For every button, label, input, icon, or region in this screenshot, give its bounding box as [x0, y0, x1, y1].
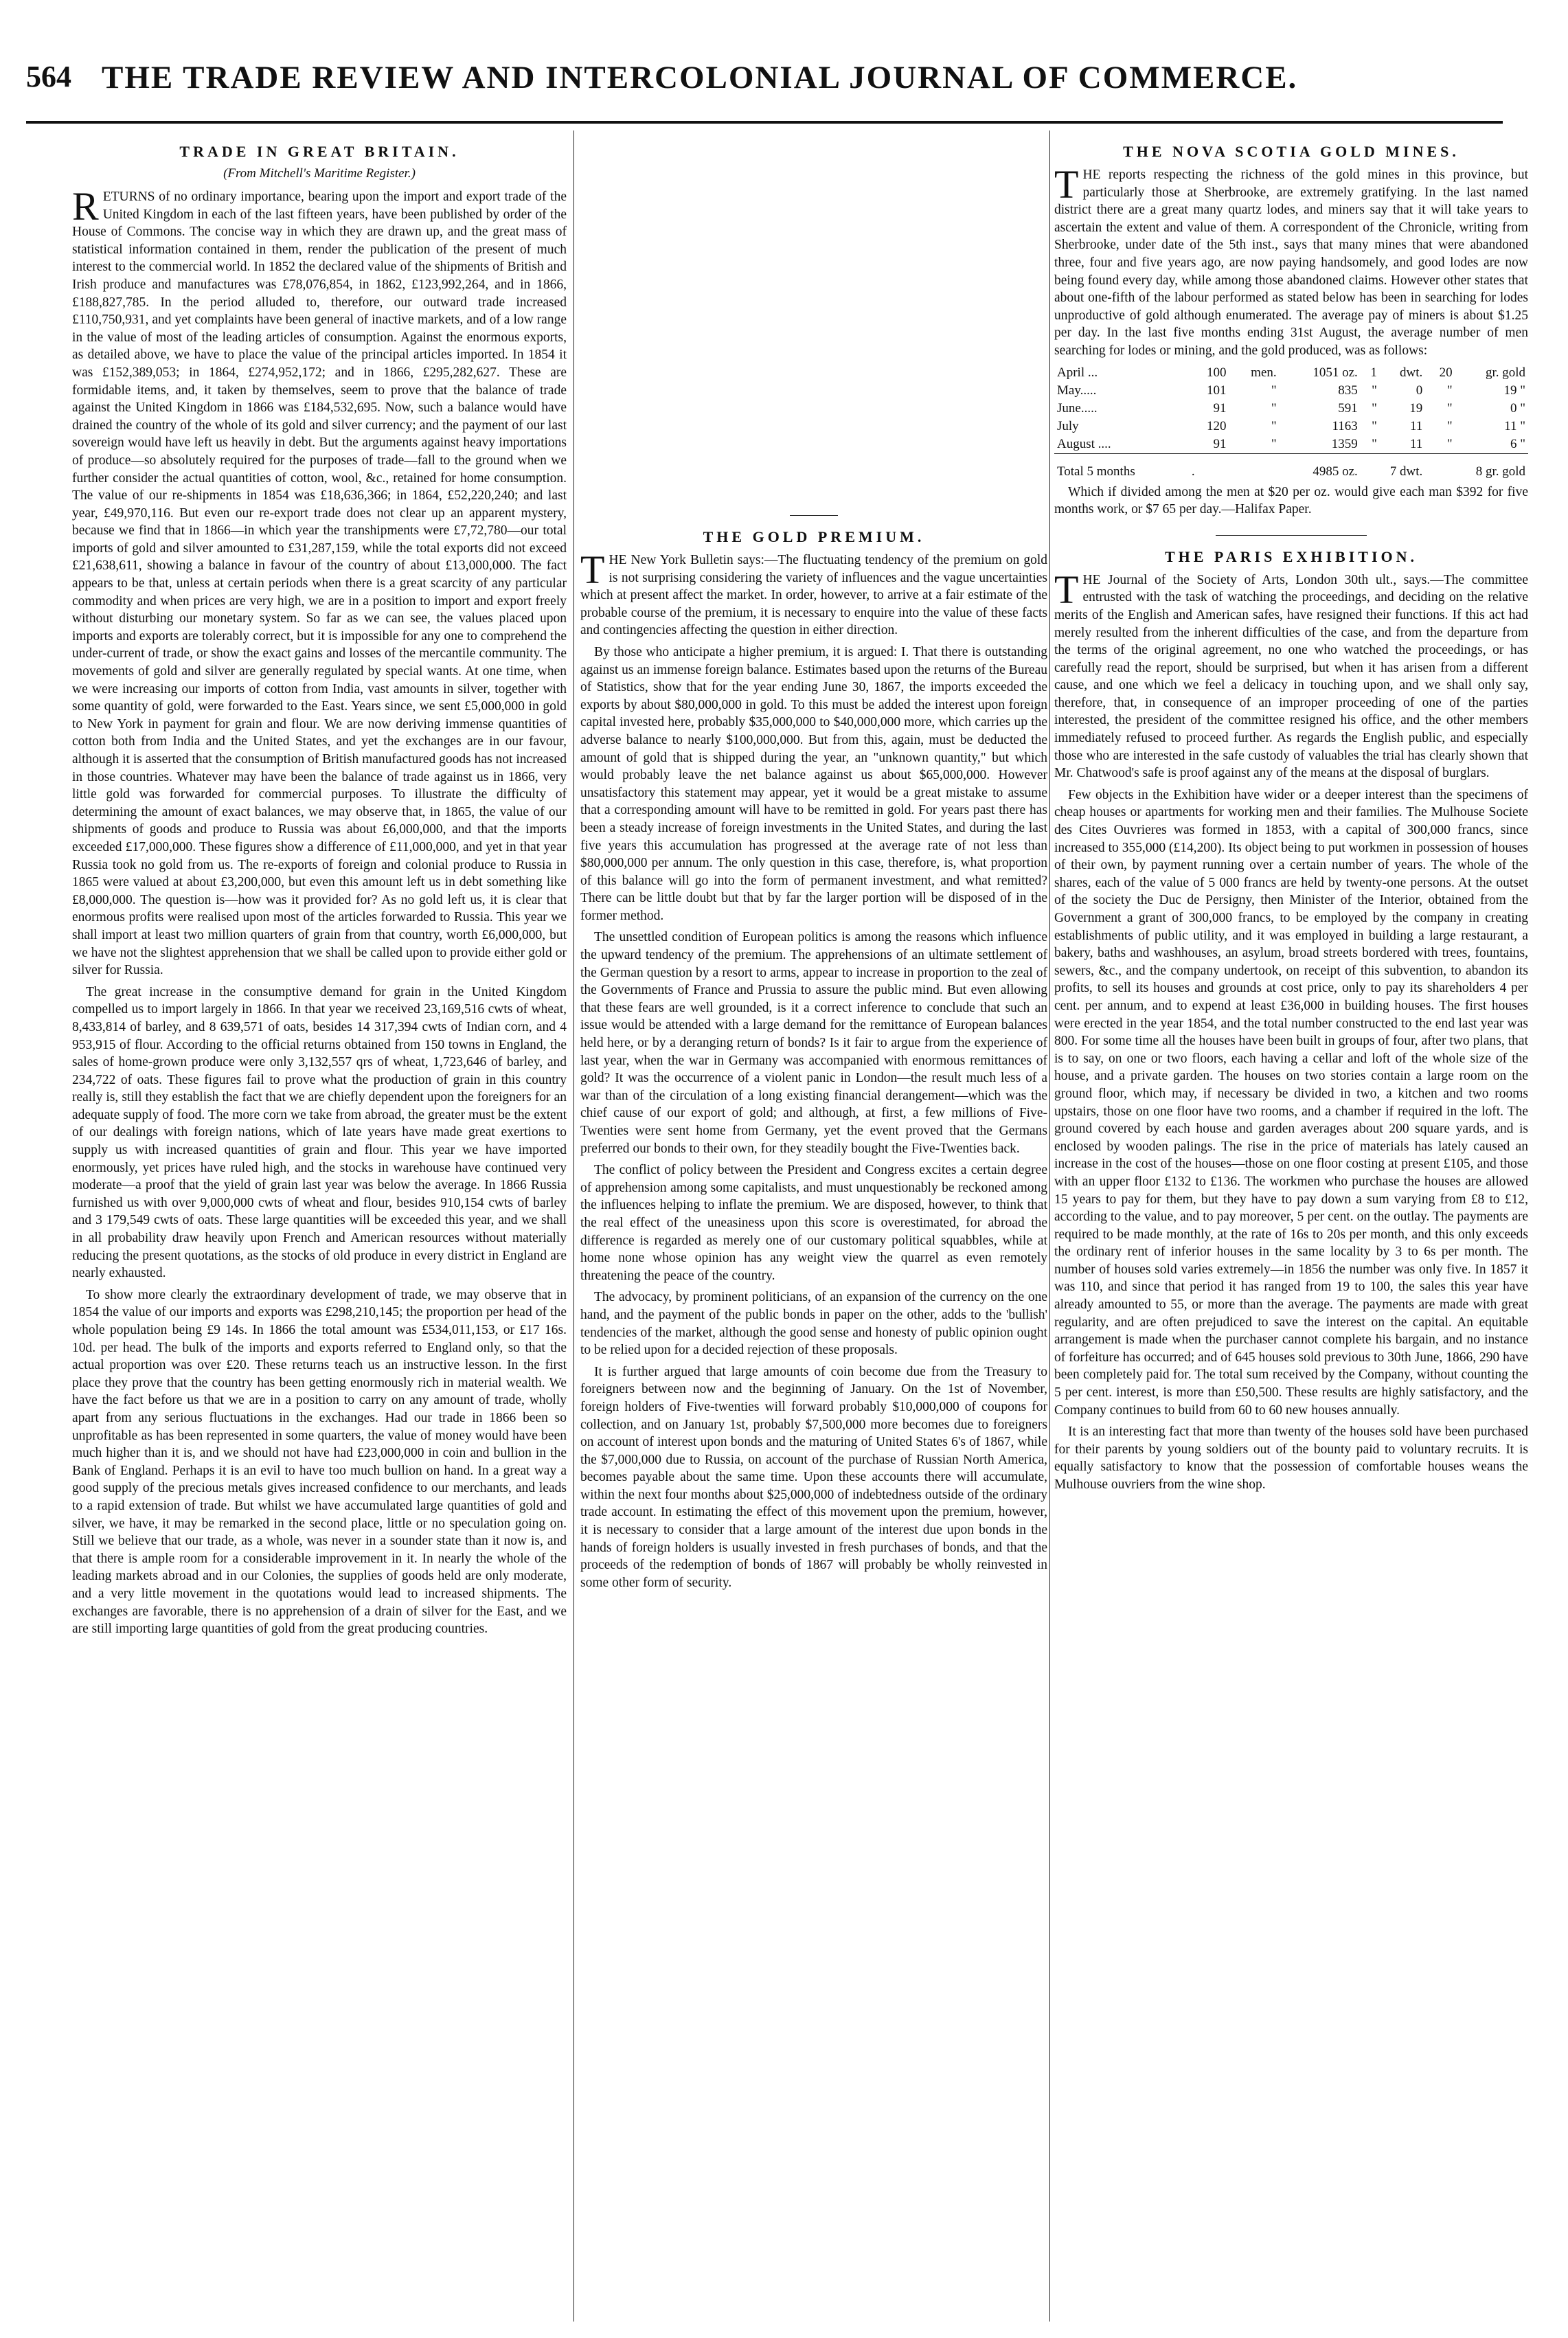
paragraph: The advocacy, by prominent politicians, of an expansion of the currency on the one hand, and the payment of the public bonds in paper on the other, adds to the 'bullish' tendencies of the market, although the good sense and honesty of public opinion ought to be relied upon for a decided rejection of these proposals. — [580, 1290, 1047, 1358]
article-body-gold-premium — [580, 547, 1047, 1591]
column-1 — [72, 130, 567, 2328]
paragraph: It is further argued that large amounts of coin become due from the Treasury to foreigners between now and the beginning of January. On the 1st of November, foreign holders of Five-twenties will forward probably $10,000,000 of coupons for collection, and on January 1st, probably $7,500,000 more becomes due to foreigners on account of interest upon bonds and the maturing of United States 6's of 1867, while the $7,000,000 due to Russia, on account of the purchase of Russian North America, becomes payable about the same time. Upon these accounts there will accumulate, within the next four months about $25,000,000 of indebtedness outside of the ordinary trade account. In estimating the effect of this movement upon the premium, however, it is necessary to consider that a large amount of the interest due upon bonds in the hands of foreign holders is usually invested in fresh purchases of bonds, and that the proceeds of the redemption of bonds of 1867 will probably be wholly reinvested in some other form of security. — [580, 1364, 1047, 1590]
table-cell: " — [1446, 436, 1453, 451]
table-cell: 835 — [1338, 383, 1358, 398]
table-total-row — [1054, 453, 1528, 481]
table-cell: " — [1372, 383, 1377, 398]
table-cell: " — [1271, 418, 1277, 433]
table-cell: " — [1271, 383, 1277, 398]
table-cell: July — [1057, 418, 1079, 433]
table-cell: 8 gr. gold — [1425, 453, 1528, 481]
table-row — [1054, 435, 1528, 454]
table-cell: 101 — [1207, 383, 1227, 398]
table-cell: 20 — [1439, 365, 1453, 380]
paragraph-text: HE Journal of the Society of Arts, London 30th ult., says.—The committee entrusted with the task of watching the proceedings, and deciding on the relative merits of the English and American safes, have resigned their functions. If this act had merely resulted from the inherent difficulties of the case, and from the departure from the terms of the original agreement, no one who watched the proceedings, or has carefully read the report, should be surprised, but when it has arisen from a different cause, and one which we feel a delicacy in touching upon, and we shall only say, therefore, that, in consequence of an improper proceeding of one of the parties interested, the president of the committee resigned his office, and the other members immediately refused to proceed further. As regards the English public, and especially those who are interested in the safe custody of valuables the trial has clearly shown that Mr. Chatwood's safe is proof against any of the means at the disposal of burglars. — [1054, 572, 1528, 781]
table-cell: 91 — [1213, 436, 1227, 451]
paragraph: The unsettled condition of European politics is among the reasons which influence the upward tendency of the premium. The apprehensions of an ultimate settlement of the German question by a resort to arms, appear to increase in proportion to the zeal of the Governments of France and Prussia to assure the public mind. But even allowing that these fears are well grounded, is it a correct inference to conclude that such an issue would be attended with a large demand for the remittance of European balances held here, or by a deranging return of bonds? Is it fair to argue from the experience of last year, when the war in Germany was accompanied with enormous remittances of gold? It was the occurrence of a violent panic in London—the result much less of a war than of the circulation of a long existing financial derangement—which was the chief cause of our export of gold; and although, at first, a few millions of Five-Twenties were sent home from Germany, yet the event proved that the Germans preferred our bonds to their own, for they steadily bought the Five-Twenties back. — [580, 930, 1047, 1156]
table-cell: 6 " — [1510, 436, 1525, 451]
paragraph-text: HE reports respecting the richness of the gold mines in this province, but particularly those at Sherbrooke, are extremely gratifying. In the last named district there are a great many quartz lodes, and miners say that it will take years to ascertain the extent and value of them. A correspondent of the Chronicle, writing from Sherbrooke, under date of the 5th inst., says that many mines that were abandoned three, four and five years ago, are now paying handsomely, and good lodes are now being found every day, while among those abandoned claims. However other states that about one-fifth of the labour performed as stated below has been in searching for lodes unproductive of gold although enumerated. The average pay of miners is about $1.25 per day. In the last five months ending 31st August, the average number of men searching for lodes or mining, and the gold produced, was as follows: — [1054, 168, 1528, 358]
table-cell: 0 " — [1510, 400, 1525, 416]
table-cell: 0 — [1416, 383, 1423, 398]
paragraph-text: ETURNS of no ordinary importance, bearing upon the import and export trade of the United Kingdom in each of the last fifteen years, have been published by order of the House of Commons. The concise way in which they are drawn up, and the great mass of statistical information contained in them, render the publication of the present of much interest to the commercial world. In 1852 the declared value of the shipments of British and Irish produce and manufactures was £78,076,854, in 1862, £123,992,264, and in 1866, £188,827,785. In the period alluded to, therefore, our outward trade increased £110,750,931, and yet complaints have been general of inactive markets, and of a low range in the value of most of the leading articles of consumption. Against the enormous exports, as detailed above, we have to place the value of the principal articles imported. In 1854 it was £152,389,053; in 1864, £274,952,172; and in 1866, £295,282,627. These are formidable items, and, it taken by themselves, seem to prove that the balance of trade against the United Kingdom in 1866 was £184,532,695. Now, such a balance would have drained the country of the whole of its gold and silver currency; and the payment of our last sovereign would have left us heavily in debt. But the arguments against heavy importations of produce—so absolutely required for the purposes of trade—fall to the ground when we further consider the actual quantities of cotton, wool, &c., retained for home consumption. The value of our re-shipments in 1854 was £18,636,366; in 1864, £52,220,240; and last year, £49,970,116. But even our re-export trade does not clear up an apparent mystery, because we find that in 1866—in which year the transhipments were £7,72,780—our total imports of gold and silver amounted to £31,287,159, while the total exports did not exceed £21,638,611, showing a balance in favour of the country of about £13,000,000. The fact appears to be that, unless at certain periods when there is a great scarcity of any particular commodity and when prices are very high, we are in a position to import and export freely without disturbing our monetary system. So far as we can see, the values placed upon imports and exports are tolerably correct, but it is impossible for any one to comprehend the under-current of trade, or show the exact gains and losses of the mercantile community. The movements of gold and silver are generally regulated by special wants. At one time, when we were increasing our imports of cotton from India, vast amounts in silver, together with some quantity of gold, were forwarded to the East. Years since, we sent £5,000,000 in gold to New York in payment for grain and flour. We are now deriving immense quantities of cotton both from India and the United States, and yet the exchanges are in our favour, although it is asserted that the consumption of British manufactured goods has not increased in those countries. Whatever may have been the balance of trade against us in 1866, very little gold was forwarded for commercial purposes. To illustrate the difficulty of determining the amount of exact balances, we may observe that, in 1865, the value of our shipments of goods and produce to Russia was about £6,000,000, and that the imports exceeded £17,000,000. These figures show a difference of £11,000,000, and yet in that year Russia took no gold from us. The re-exports of foreign and colonial produce to Russia in 1865 were valued at about £3,200,000, but even this amount left us in debt something like £8,000,000. The question is—how was it provided for? As no gold left us, it is clear that enormous profits were realised upon most of the articles forwarded to Russia. This year we shall import at least two million quarters of grain from that country, worth £6,000,000, but we have not the slightest apprehension that we shall be called upon to provide either gold or silver for Russia. — [72, 190, 567, 978]
table-cell: 100 — [1207, 365, 1227, 380]
table-cell: April ... — [1057, 365, 1098, 380]
table-cell: men. — [1251, 365, 1277, 380]
article-title-nova-scotia: THE NOVA SCOTIA GOLD MINES. — [1123, 143, 1459, 160]
table-cell: 591 — [1338, 400, 1358, 416]
table-cell: May..... — [1057, 383, 1097, 398]
column-3 — [1054, 130, 1528, 2328]
drop-cap: R — [72, 184, 99, 229]
table-cell: 19 — [1409, 400, 1423, 416]
table-cell: 1051 oz. — [1313, 365, 1358, 380]
table-cell: " — [1446, 400, 1453, 416]
table-cell: 11 — [1409, 436, 1423, 451]
table-cell: dwt. — [1400, 365, 1423, 380]
column-divider — [573, 130, 574, 2322]
table-cell: 1 — [1370, 365, 1377, 380]
page-header — [26, 59, 1503, 118]
table-cell: " — [1271, 400, 1277, 416]
table-cell: " — [1372, 400, 1377, 416]
paragraph: The great increase in the consumptive demand for grain in the United Kingdom compelled us to import largely in 1866. In that year we received 23,169,516 cwts of wheat, 8,433,814 of barley, and 8 639,571 of oats, besides 14 317,394 cwts of Indian corn, and 4 953,915 of flour. According to the official returns obtained from 150 towns in England, the sales of home-grown produce were only 3,132,557 qrs of wheat, 1,723,646 of barley, and 234,722 of oats. These figures fail to prove what the production of grain in this country really is, still they establish the fact that we are chiefly dependent upon the foreigners for an adequate supply of food. The more corn we take from abroad, the greater must be the extent of our dealings with foreign nations, which of late years have made great exertions to supply us with increased quantities of grain and flour. This year we have imported enormously, yet prices have ruled high, and the stocks in warehouse have continued very moderate—a proof that the yield of grain last year was below the average. In 1866 Russia furnished us with over 9,000,000 cwts of wheat and flour, besides 910,154 cwts of barley and 3 179,549 cwts of oats. These large quantities will be exceeded this year, and we shall in all probability draw heavily upon French and American resources without materially reducing the present quotations, as the stocks of old produce in every district in England are nearly exhausted. — [72, 984, 567, 1281]
table-row — [1054, 382, 1528, 400]
table-row — [1054, 364, 1528, 382]
table-cell: Total 5 months — [1054, 453, 1189, 481]
table-cell: " — [1446, 418, 1453, 433]
article-source: (From Mitchell's Maritime Register.) — [223, 166, 416, 181]
header-rule — [26, 121, 1503, 124]
table-cell: 1359 — [1331, 436, 1358, 451]
paragraph — [580, 547, 1047, 639]
table-cell: 11 — [1409, 418, 1423, 433]
separator-rule — [1216, 535, 1367, 536]
table-row — [1054, 418, 1528, 435]
table-cell: " — [1271, 436, 1277, 451]
column-divider — [1049, 130, 1050, 2322]
drop-cap: T — [580, 547, 605, 592]
table-cell: 120 — [1207, 418, 1227, 433]
table-cell: 19 " — [1503, 383, 1525, 398]
table-cell: " — [1372, 418, 1377, 433]
paragraph — [72, 184, 567, 979]
column-2 — [580, 130, 1047, 2328]
drop-cap: T — [1054, 567, 1079, 612]
table-cell: 91 — [1213, 400, 1227, 416]
article-title-trade: TRADE IN GREAT BRITAIN. — [179, 143, 459, 160]
paragraph: The conflict of policy between the President and Congress excites a certain degree of apprehension among some capitalists, and must unquestionably be reckoned among the influences helping to inflate the premium. We are disposed, however, to think that the real effect of the uneasiness upon this score is overestimated, for abroad the difference is regarded as merely one of our customary political squabbles, while at home none whose opinion has any weight view the quarrel as even remotely threatening the peace of the country. — [580, 1163, 1047, 1283]
article-title-paris-exhibition: THE PARIS EXHIBITION. — [1164, 547, 1418, 565]
article-body-paris — [1054, 567, 1528, 1494]
article-body-nova-scotia-end — [1054, 484, 1528, 519]
drop-cap: T — [1054, 162, 1079, 207]
table-cell: 7 dwt. — [1361, 453, 1425, 481]
paragraph: Which if divided among the men at $20 per oz. would give each man $392 for five months work, or $7 65 per day.—Halifax Paper. — [1054, 484, 1528, 517]
article-body-trade — [72, 184, 567, 1638]
table-cell: 1163 — [1332, 418, 1358, 433]
table-cell: . — [1189, 453, 1229, 481]
table-cell: August .... — [1057, 436, 1111, 451]
table-cell: June..... — [1057, 400, 1098, 416]
gold-production-table — [1054, 364, 1528, 481]
table-row — [1054, 400, 1528, 418]
article-body-nova-scotia — [1054, 162, 1528, 360]
paragraph — [1054, 162, 1528, 360]
paragraph: It is an interesting fact that more than twenty of the houses sold have been purchased for their parents by young soldiers out of the bounty paid to voluntary recruits. It is equally satisfactory to know that the possession of comfortable houses weans the Mulhouse ouvriers from the wine shop. — [1054, 1425, 1528, 1492]
paragraph-text: HE New York Bulletin says:—The fluctuating tendency of the premium on gold is not surprising considering the variety of influences and the vague uncertainties which at present affect the market. In order, however, to arrive at a fair estimate of the probable course of the premium, it is necessary to enquire into the value of these facts and contingencies affecting the question in either direction. — [580, 553, 1047, 638]
separator-rule — [790, 515, 838, 516]
paragraph: Few objects in the Exhibition have wider or a deeper interest than the specimens of cheap houses or apartments for working men and their families. The Mulhouse Societe des Cites Ouvrieres was formed in 1853, with a capital of 300,000 francs, since increased to 355,000 (£14,200). Its object being to put workmen in possession of houses of their own, by payment running over a certain number of years. The whole of the shares, each of the value of 5 000 francs are held by twenty-one persons. At the outset of the society the Duc de Persigny, then Minister of the Interior, obtained from the Government a grant of 300,000 francs, to be employed by the company in creating establishments of public utility, and it was employed in building a large restaurant, a bakery, baths and washhouses, an asylum, broad streets bordered with trees, fountains, sewers, &c., and the company undertook, on receipt of this subvention, to abandon its profits, to sell its houses and grounds at cost price, only to pay its shareholders 4 per cent. per annum, and to expend at least £36,000 in building houses. The first houses were erected in the year 1854, and the total number constructed to the end last year was 800. For some time all the houses have been built in groups of four, after two plans, that is to say, on one or two floors, each having a cellar and loft of the whole size of the house, and a private garden. The houses on two stories contain a large room on the ground floor, which may, if necessary be divided in two, a kitchen and two rooms upstairs, those on one floor have two rooms, and a chamber if required in the loft. The ground covered by each house and garden averages about 200 square yards, and is enclosed by wooden palings. The rise in the price of materials has lately caused an increase in the cost of the houses—those on one floor costing at present £105, and those with an upper floor £132 to £136. The workmen who purchase the houses are allowed 15 years to pay for them, but they have to pay down a sum varying from £8 to £12, according to the value, and to pay moreover, 5 per cent. on the outlay. The payments are required to be made monthly, at the rate of 16s to 20s per month, and this only exceeds the ordinary rent of inferior houses in the same locality by 3 to 6s per month. The number of houses sold varies extremely—in 1856 the number was only five. In 1857 it was 110, and since that period it has ranged from 19 to 100, the sales this year have already amounted to 55, or more than the average. The payments are made with great regularity, and are often prejudiced to save the interest on the capital. An equitable arrangement is made when the purchaser cannot complete his bargain, and no instance of forfeiture has occurred; and of 645 houses sold previous to 30th June, 1866, 290 have been completely paid for. The total sum received by the Company, without counting the 5 per cent. interest, is more than £50,500. These results are highly satisfactory, and the Company continues to build from 60 to 60 new houses annually. — [1054, 787, 1528, 1418]
table-cell: 11 " — [1504, 418, 1525, 433]
paragraph — [1054, 567, 1528, 782]
table-cell: gr. gold — [1485, 365, 1525, 380]
table-cell: 4985 oz. — [1229, 453, 1361, 481]
journal-title: THE TRADE REVIEW AND INTERCOLONIAL JOURNAL OF COMMERCE. — [102, 60, 1298, 95]
article-title-gold-premium: THE GOLD PREMIUM. — [703, 528, 925, 545]
paragraph: By those who anticipate a higher premium, it is argued: I. That there is outstanding against us an immense foreign balance. Estimates based upon the returns of the Bureau of Statistics, show that for the year ending June 30, 1867, the imports exceeded the exports by about $80,000,000 in gold. To this must be added the interest upon foreign capital invested here, probably $35,000,000 to $40,000,000 more, which carries up the adverse balance to nearly $100,000,000. But from this, again, must be deducted the amount of gold that is shipped during the year, an "unknown quantity," but which would probably leave the net balance against us about $65,000,000. However unsatisfactory this statement may appear, yet it would be a great mistake to assume that a corresponding amount will have to be remitted in gold. For years past there has been a steady increase of foreign investments in the United States, and during the last five years this accumulation has progressed at the average rate of not less than $80,000,000 per annum. The only question in this case, therefore, is, what proportion of this balance will go into the form of permanent investment, and what remitted? There can be little doubt but that by far the larger portion will be disposed of in the former method. — [580, 644, 1047, 923]
paragraph: To show more clearly the extraordinary development of trade, we may observe that in 1854 the value of our imports and exports was £298,210,145; the proportion per head of the whole population being £9 14s. In 1866 the total amount was £534,011,153, or £17 16s. 10d. per head. The bulk of the imports and exports referred to England only, so that the actual proportion was over £20. These returns teach us an instructive lesson. In the first place they prove that the country has been getting enormously rich in material wealth. We have the fact before us that we are in a position to carry on any amount of trade, wholly apart from any serious fluctuations in the exchanges. Had our trade in 1866 been so unprofitable as has been represented in some quarters, the value of money would have been much higher than it is, and we should not have had £23,000,000 in coin and bullion in the Bank of England. Perhaps it is an evil to have too much bullion on hand. In a great way a good supply of the precious metals gives increased confidence to our merchants, and leads to a rapid extension of trade. But whilst we have accumulated large quantities of gold and silver, we have, it may be remarked in the second place, little or no speculation going on. Still we believe that our trade, as a whole, was never in a sounder state than it now is, and that there is ample room for a considerable improvement in it. In nearly the whole of the leading markets abroad and in our Colonies, the supplies of goods held are only moderate, and a very little movement in the quotations would lead to increased shipments. The exchanges are favorable, there is no apprehension of a drain of silver for the East, and we are still importing large quantities of gold from the great producing countries. — [72, 1287, 567, 1637]
table-cell: " — [1446, 383, 1453, 398]
table-cell: " — [1372, 436, 1377, 451]
page-number: 564 — [26, 60, 71, 93]
